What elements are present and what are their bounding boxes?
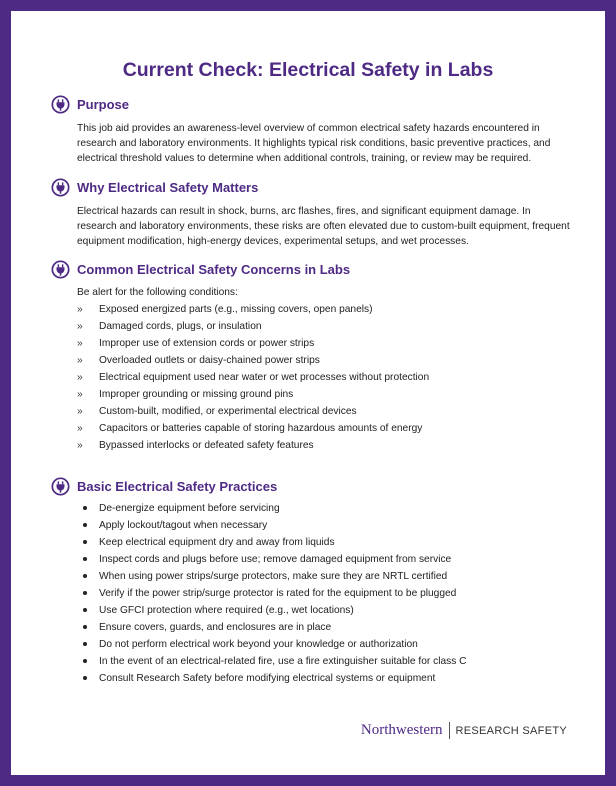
list-item-text: Capacitors or batteries capable of storing hazardous amounts of energy <box>99 423 423 434</box>
list-marker: » <box>77 406 83 417</box>
list-item-text: Do not perform electrical work beyond your knowledge or authorization <box>99 639 418 650</box>
plug-icon <box>51 477 70 496</box>
logo-divider <box>449 722 450 739</box>
bullet-dot <box>83 574 87 578</box>
list-item-text: Consult Research Safety before modifying electrical systems or equipment <box>99 673 436 684</box>
list-item <box>77 517 571 534</box>
list-item <box>77 670 571 687</box>
list-item-text: Ensure covers, guards, and enclosures are in place <box>99 622 332 633</box>
section-heading: Basic Electrical Safety Practices <box>77 478 278 494</box>
section-header <box>51 93 571 115</box>
list-item-text: Verify if the power strip/surge protector is rated for the equipment to be plugged <box>99 588 457 599</box>
list-item <box>77 386 571 403</box>
plug-icon <box>51 260 70 279</box>
list-item <box>77 352 571 369</box>
list-item-text: Exposed energized parts (e.g., missing covers, open panels) <box>99 304 373 315</box>
list-marker: » <box>77 423 83 434</box>
dept-name: RESEARCH SAFETY <box>455 724 567 737</box>
bullet-dot <box>83 625 87 629</box>
list-marker: » <box>77 372 83 383</box>
list-marker: » <box>77 338 83 349</box>
section-paragraph: Electrical hazards can result in shock, burns, arc flashes, fires, and significant equipment damage. In research and laboratory environments, these risks are often elevated due to custom-built equipment, frequent equipment modification, high-energy devices, experimental setups, and wet processes. <box>77 206 570 247</box>
section-heading: Why Electrical Safety Matters <box>77 179 259 195</box>
section-concerns <box>51 258 571 454</box>
section-heading: Purpose <box>77 96 130 112</box>
list-item <box>77 602 571 619</box>
list-item <box>77 403 571 420</box>
section-why <box>51 176 571 249</box>
list-item-text: Bypassed interlocks or defeated safety features <box>99 440 314 451</box>
section-header <box>51 176 571 198</box>
page-title: Current Check: Electrical Safety in Labs <box>122 59 494 81</box>
practices-list <box>51 500 571 687</box>
bullet-dot <box>83 523 87 527</box>
list-item-text: Overloaded outlets or daisy-chained power strips <box>99 355 320 366</box>
list-item <box>77 301 571 318</box>
list-item-text: Use GFCI protection where required (e.g., wet locations) <box>99 605 354 616</box>
list-marker: » <box>77 440 83 451</box>
list-item <box>77 420 571 437</box>
list-item <box>77 653 571 670</box>
list-item <box>77 437 571 454</box>
org-wordmark: Northwestern <box>360 722 443 738</box>
bullet-dot <box>83 506 87 510</box>
list-item-text: Damaged cords, plugs, or insulation <box>99 321 262 332</box>
list-item-text: Improper use of extension cords or power strips <box>99 338 315 349</box>
list-item <box>77 534 571 551</box>
list-item <box>77 369 571 386</box>
bullet-dot <box>83 676 87 680</box>
section-purpose <box>51 93 571 166</box>
list-item-text: Apply lockout/tagout when necessary <box>99 520 268 531</box>
list-item-text: Keep electrical equipment dry and away from liquids <box>99 537 335 548</box>
list-item-text: Custom-built, modified, or experimental electrical devices <box>99 406 357 417</box>
bullet-dot <box>83 659 87 663</box>
footer-logo <box>361 722 567 739</box>
section-header <box>51 475 571 497</box>
section-heading: Common Electrical Safety Concerns in Labs <box>77 261 351 277</box>
list-item <box>77 619 571 636</box>
list-item-text: In the event of an electrical-related fire, use a fire extinguisher suitable for class C <box>99 656 467 667</box>
list-item-text: De-energize equipment before servicing <box>99 503 280 514</box>
list-item-text: Inspect cords and plugs before use; remove damaged equipment from service <box>99 554 452 565</box>
concerns-list <box>51 301 571 454</box>
list-item <box>77 551 571 568</box>
list-marker: » <box>77 355 83 366</box>
list-intro: Be alert for the following conditions: <box>77 287 238 298</box>
list-item <box>77 568 571 585</box>
bullet-dot <box>83 642 87 646</box>
section-header <box>51 258 571 280</box>
list-item <box>77 636 571 653</box>
list-item-text: When using power strips/surge protectors, make sure they are NRTL certified <box>99 571 448 582</box>
list-item <box>77 318 571 335</box>
list-item <box>77 500 571 517</box>
bullet-dot <box>83 591 87 595</box>
plug-icon <box>51 178 70 197</box>
bullet-dot <box>83 608 87 612</box>
list-marker: » <box>77 389 83 400</box>
list-item-text: Electrical equipment used near water or wet processes without protection <box>99 372 430 383</box>
list-item <box>77 335 571 352</box>
list-item <box>77 585 571 602</box>
list-marker: » <box>77 321 83 332</box>
section-practices <box>51 475 571 687</box>
list-item-text: Improper grounding or missing ground pins <box>99 389 294 400</box>
list-marker: » <box>77 304 83 315</box>
section-paragraph: This job aid provides an awareness-level overview of common electrical safety hazards encountered in research and laboratory environments. It highlights typical risk conditions, basic preventive practices, and electrical threshold values to determine when additional controls, training, or review may be required. <box>77 123 551 164</box>
bullet-dot <box>83 540 87 544</box>
bullet-dot <box>83 557 87 561</box>
document-page <box>11 11 605 775</box>
plug-icon <box>51 95 70 114</box>
